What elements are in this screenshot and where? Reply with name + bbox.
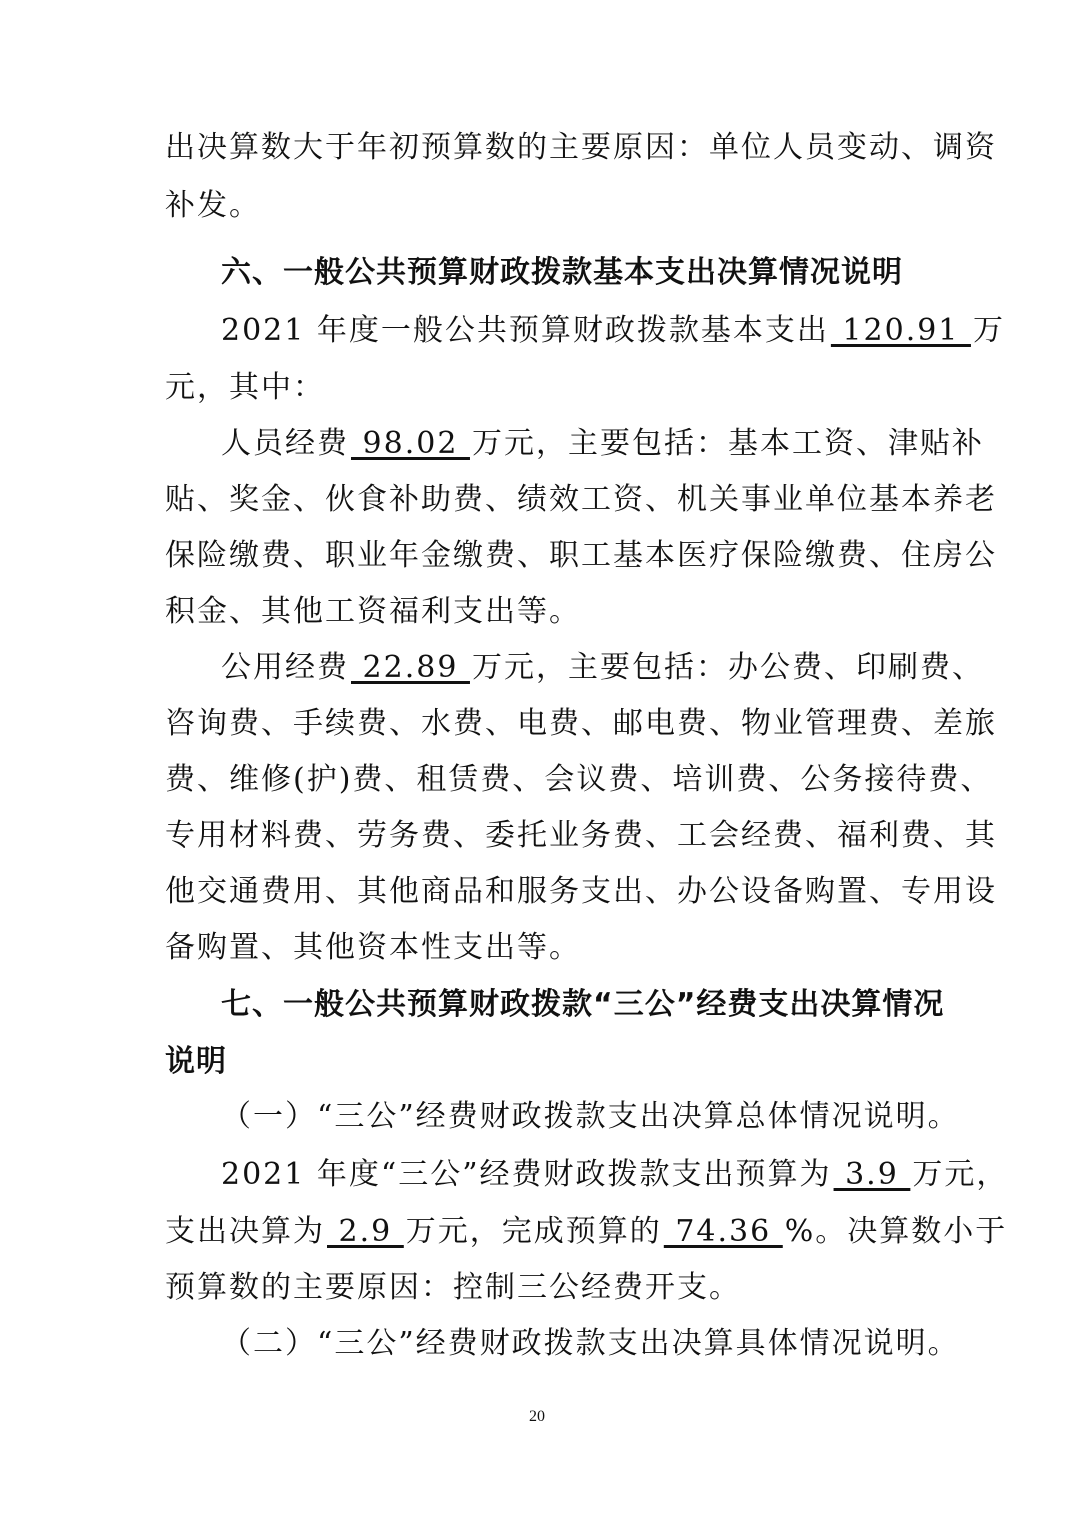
text: 万 [972, 313, 1005, 348]
text: 万元，主要包括：基本工资、津贴补 [471, 426, 984, 461]
text: 万元，主要包括：办公费、印刷费、 [471, 650, 984, 685]
paragraph-line: 补发。 [165, 188, 261, 223]
text: 万元， [912, 1157, 1009, 1192]
paragraph-line [221, 311, 1005, 351]
paragraph-line: 预算数的主要原因：控制三公经费开支。 [165, 1270, 741, 1305]
underlined-value: 98.02 [351, 426, 470, 461]
text: 支出决算为 [165, 1214, 325, 1249]
subheading: （一）“三公”经费财政拨款支出决算总体情况说明。 [221, 1099, 960, 1134]
paragraph-line: 保险缴费、职业年金缴费、职工基本医疗保险缴费、住房公 [165, 538, 997, 573]
text: 2021 年度一般公共预算财政拨款基本支出 [221, 313, 829, 348]
paragraph-line: 咨询费、手续费、水费、电费、邮电费、物业管理费、差旅 [165, 706, 997, 741]
paragraph-line [221, 648, 984, 688]
paragraph-line [221, 424, 984, 464]
paragraph-line: 专用材料费、劳务费、委托业务费、工会经费、福利费、其 [165, 818, 997, 853]
underlined-value: 74.36 [663, 1214, 783, 1249]
paragraph-line: 出决算数大于年初预算数的主要原因：单位人员变动、调资 [165, 130, 997, 165]
paragraph-line: 贴、奖金、伙食补助费、绩效工资、机关事业单位基本养老 [165, 482, 997, 517]
subheading: （二）“三公”经费财政拨款支出决算具体情况说明。 [221, 1326, 960, 1361]
paragraph-line: 他交通费用、其他商品和服务支出、办公设备购置、专用设 [165, 874, 997, 909]
text: 2021 年度“三公”经费财政拨款支出预算为 [221, 1157, 832, 1192]
text: %。决算数小于 [784, 1214, 1008, 1249]
underlined-value: 120.91 [830, 313, 971, 348]
text: 人员经费 [221, 426, 349, 461]
underlined-value: 3.9 [833, 1157, 911, 1192]
underlined-value: 2.9 [327, 1214, 404, 1249]
page-number: 20 [529, 1408, 545, 1425]
text: 万元，完成预算的 [405, 1214, 662, 1249]
paragraph-line [221, 1155, 1009, 1195]
paragraph-line [165, 1212, 1008, 1252]
section-heading: 六、一般公共预算财政拨款基本支出决算情况说明 [221, 255, 903, 290]
underlined-value: 22.89 [351, 650, 470, 685]
section-heading: 七、一般公共预算财政拨款“三公”经费支出决算情况 [221, 987, 945, 1022]
paragraph-line: 积金、其他工资福利支出等。 [165, 594, 581, 629]
text: 公用经费 [221, 650, 349, 685]
paragraph-line: 费、维修(护)费、租赁费、会议费、培训费、公务接待费、 [165, 762, 993, 797]
paragraph-line: 元，其中： [165, 370, 325, 405]
paragraph-line: 备购置、其他资本性支出等。 [165, 930, 581, 965]
section-heading-continued: 说明 [165, 1044, 227, 1079]
